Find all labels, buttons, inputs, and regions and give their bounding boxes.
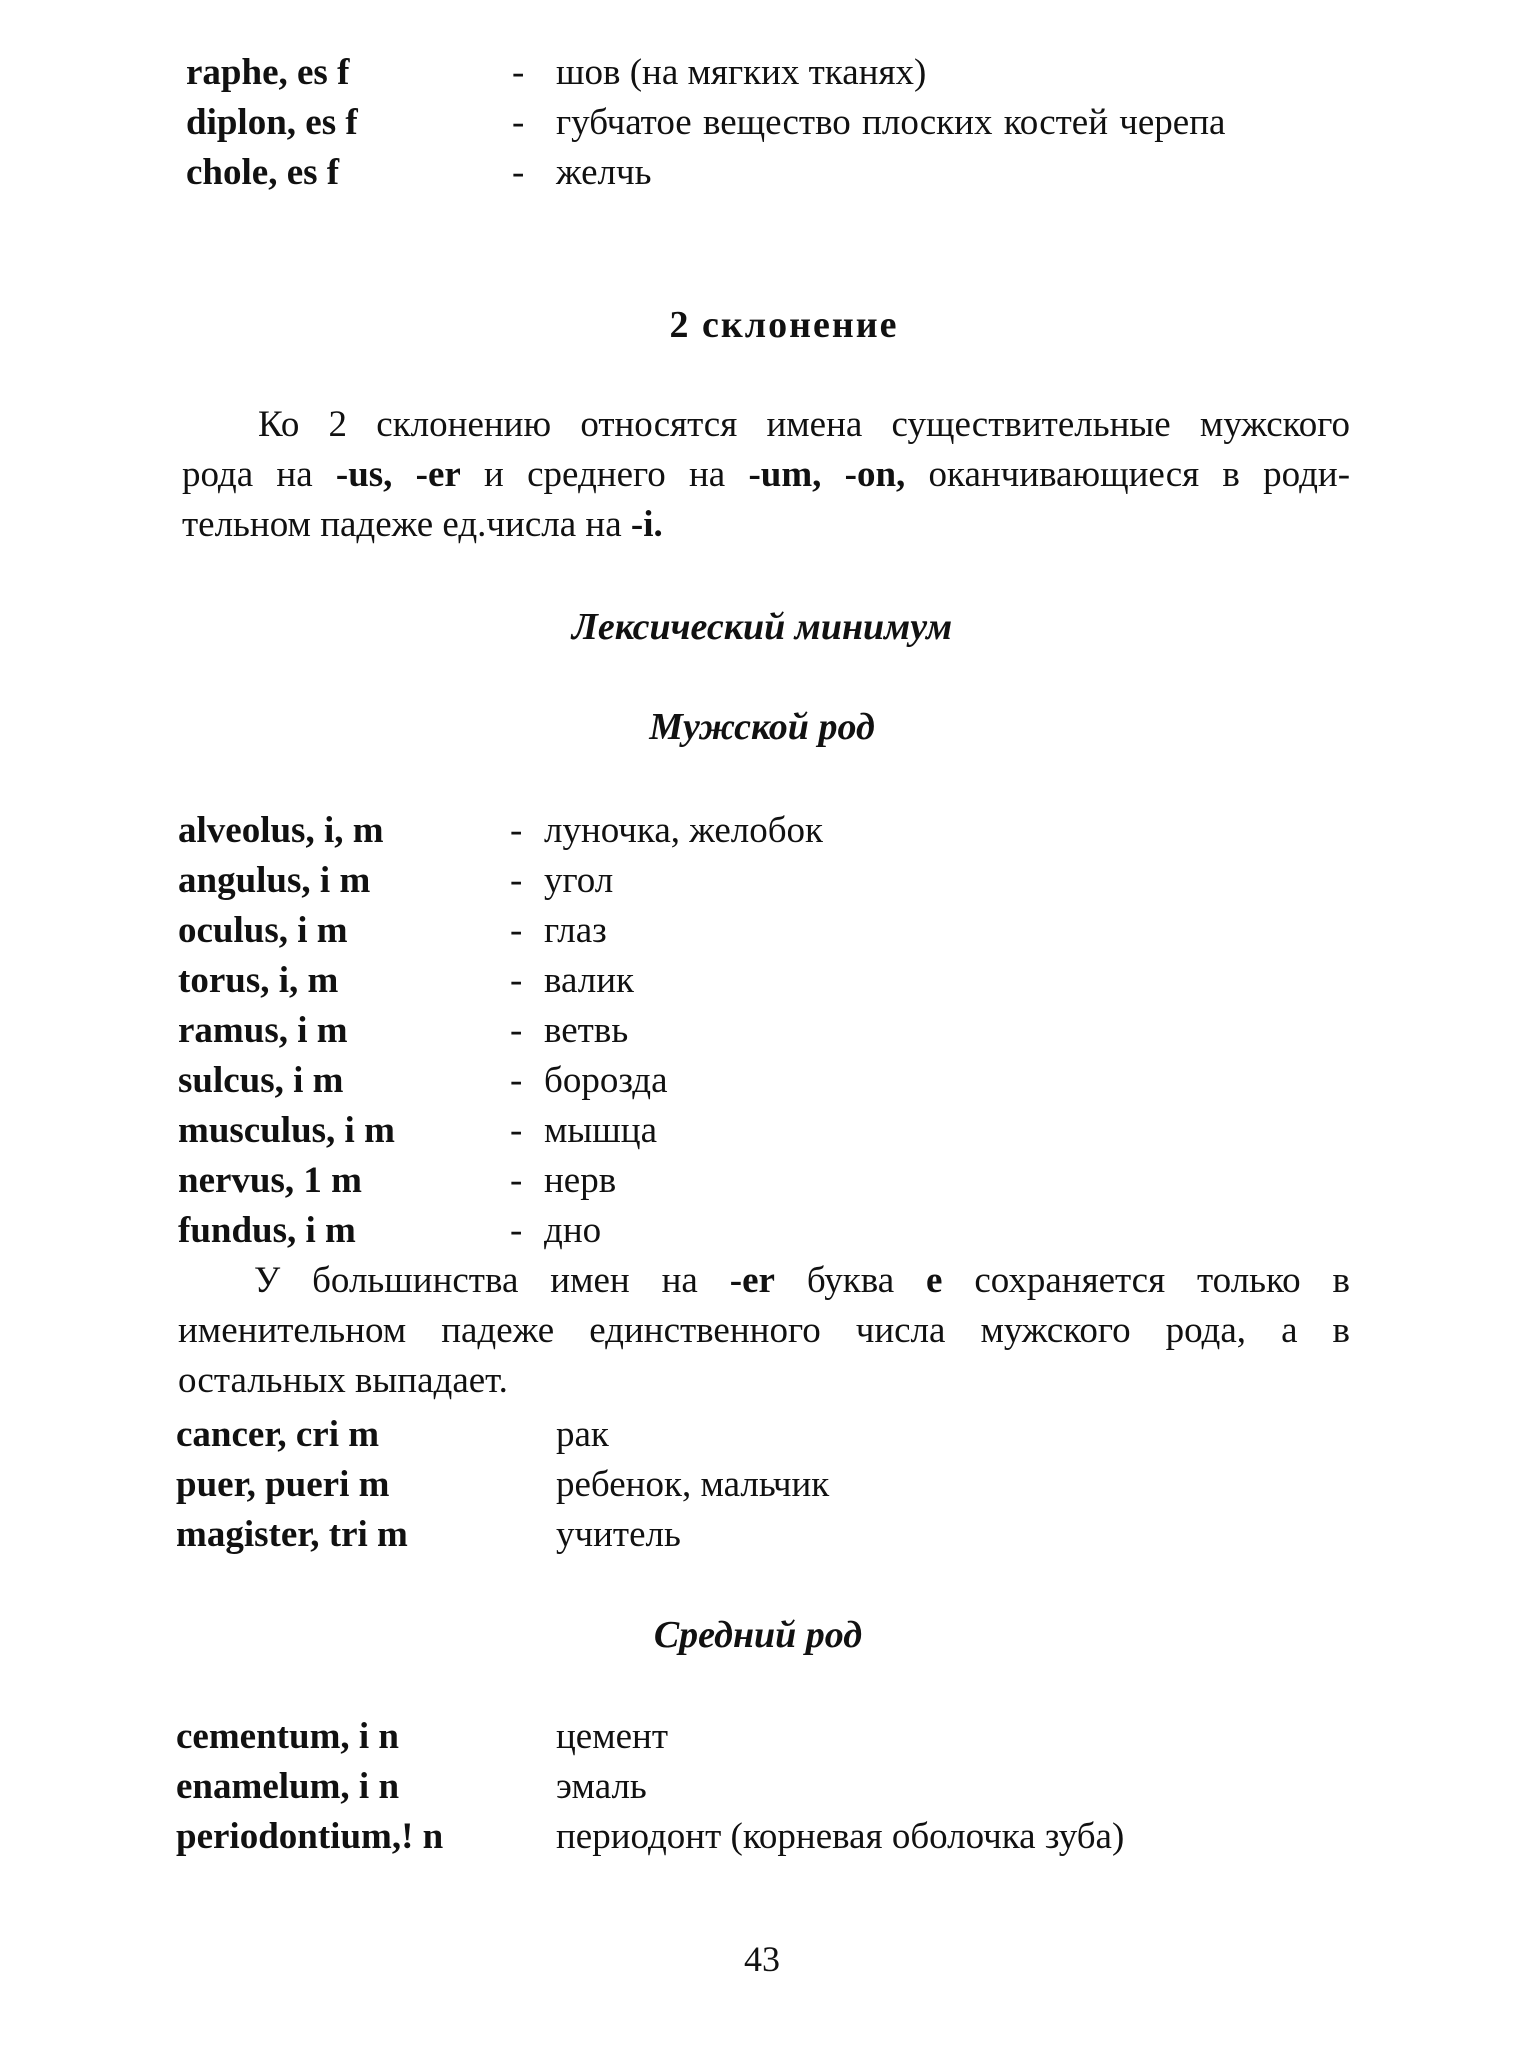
translation: глаз	[544, 910, 607, 951]
translation: дно	[544, 1210, 602, 1251]
intro-line: Ко 2 склонению относятся имена существительные мужского	[258, 404, 1350, 445]
latin-term: chole, es f	[186, 152, 340, 193]
latin-term: diplon, es f	[186, 102, 358, 143]
latin-term: oculus, i m	[178, 910, 348, 951]
translation: периодонт (корневая оболочка зуба)	[556, 1816, 1125, 1857]
latin-term: angulus, i m	[178, 860, 371, 901]
dash: -	[510, 1110, 523, 1151]
letter-text: е	[926, 1260, 943, 1301]
dash: -	[510, 860, 523, 901]
translation: валик	[544, 960, 634, 1001]
latin-term: alveolus, i, m	[178, 810, 384, 851]
latin-term: musculus, i m	[178, 1110, 395, 1151]
dash: -	[512, 102, 525, 143]
latin-term: sulcus, i m	[178, 1060, 344, 1101]
translation: шов (на мягких тканях)	[556, 52, 927, 93]
translation: угол	[544, 860, 614, 901]
latin-term: torus, i, m	[178, 960, 339, 1001]
note-line	[178, 1256, 1350, 1306]
text: рода на	[182, 454, 336, 495]
translation: губчатое вещество плоских костей черепа	[556, 102, 1226, 143]
intro-line	[182, 450, 1350, 500]
translation: желчь	[556, 152, 652, 193]
translation: цемент	[556, 1716, 669, 1757]
dash: -	[510, 1210, 523, 1251]
masculine-title: Мужской род	[649, 706, 875, 748]
latin-term: puer, pueri m	[176, 1464, 390, 1505]
text: У большинства имен на	[254, 1260, 730, 1301]
ending-text: -i.	[630, 504, 663, 545]
latin-term: cancer, cri m	[176, 1414, 380, 1455]
latin-term: raphe, es f	[186, 52, 350, 93]
ending-text: -er	[729, 1260, 775, 1301]
ending-text: -us, -er	[335, 454, 461, 495]
translation: рак	[556, 1414, 609, 1455]
lexical-minimum-title: Лексический минимум	[571, 606, 953, 648]
latin-term: cementum, i n	[176, 1716, 399, 1757]
text: сохраняется только в	[942, 1260, 1351, 1301]
dash: -	[510, 1060, 523, 1101]
intro-paragraph	[182, 400, 1350, 550]
text: и среднего на	[460, 454, 749, 495]
dash: -	[512, 152, 525, 193]
translation: учитель	[556, 1514, 681, 1555]
dash: -	[510, 1010, 523, 1051]
dash: -	[510, 960, 523, 1001]
dash: -	[510, 910, 523, 951]
latin-term: nervus, 1 m	[178, 1160, 362, 1201]
translation: борозда	[544, 1060, 668, 1101]
text: тельном падеже ед.числа на	[182, 504, 631, 545]
dash: -	[510, 810, 523, 851]
note-line: именительном падеже единственного числа мужского рода, а в	[178, 1310, 1350, 1351]
section-title: 2 склонение	[669, 304, 899, 346]
text: буква	[774, 1260, 927, 1301]
latin-term: fundus, i m	[178, 1210, 356, 1251]
page-number: 43	[744, 1939, 780, 1979]
translation: ребенок, мальчик	[556, 1464, 830, 1505]
intro-line	[182, 500, 1350, 550]
translation: нерв	[544, 1160, 617, 1201]
ending-text: -um, -on,	[748, 454, 906, 495]
translation: луночка, желобок	[544, 810, 824, 851]
translation: мышца	[544, 1110, 657, 1151]
dash: -	[512, 52, 525, 93]
latin-term: periodontium,! n	[176, 1816, 444, 1857]
neuter-title: Средний род	[653, 1614, 863, 1656]
translation: эмаль	[556, 1766, 647, 1807]
dash: -	[510, 1160, 523, 1201]
text: оканчивающиеся в роди-	[905, 454, 1351, 495]
latin-term: enamelum, i n	[176, 1766, 400, 1807]
er-note-paragraph	[178, 1256, 1350, 1406]
translation: ветвь	[544, 1010, 629, 1051]
latin-term: magister, tri m	[176, 1514, 408, 1555]
note-line: остальных выпадает.	[178, 1360, 508, 1401]
latin-term: ramus, i m	[178, 1010, 348, 1051]
